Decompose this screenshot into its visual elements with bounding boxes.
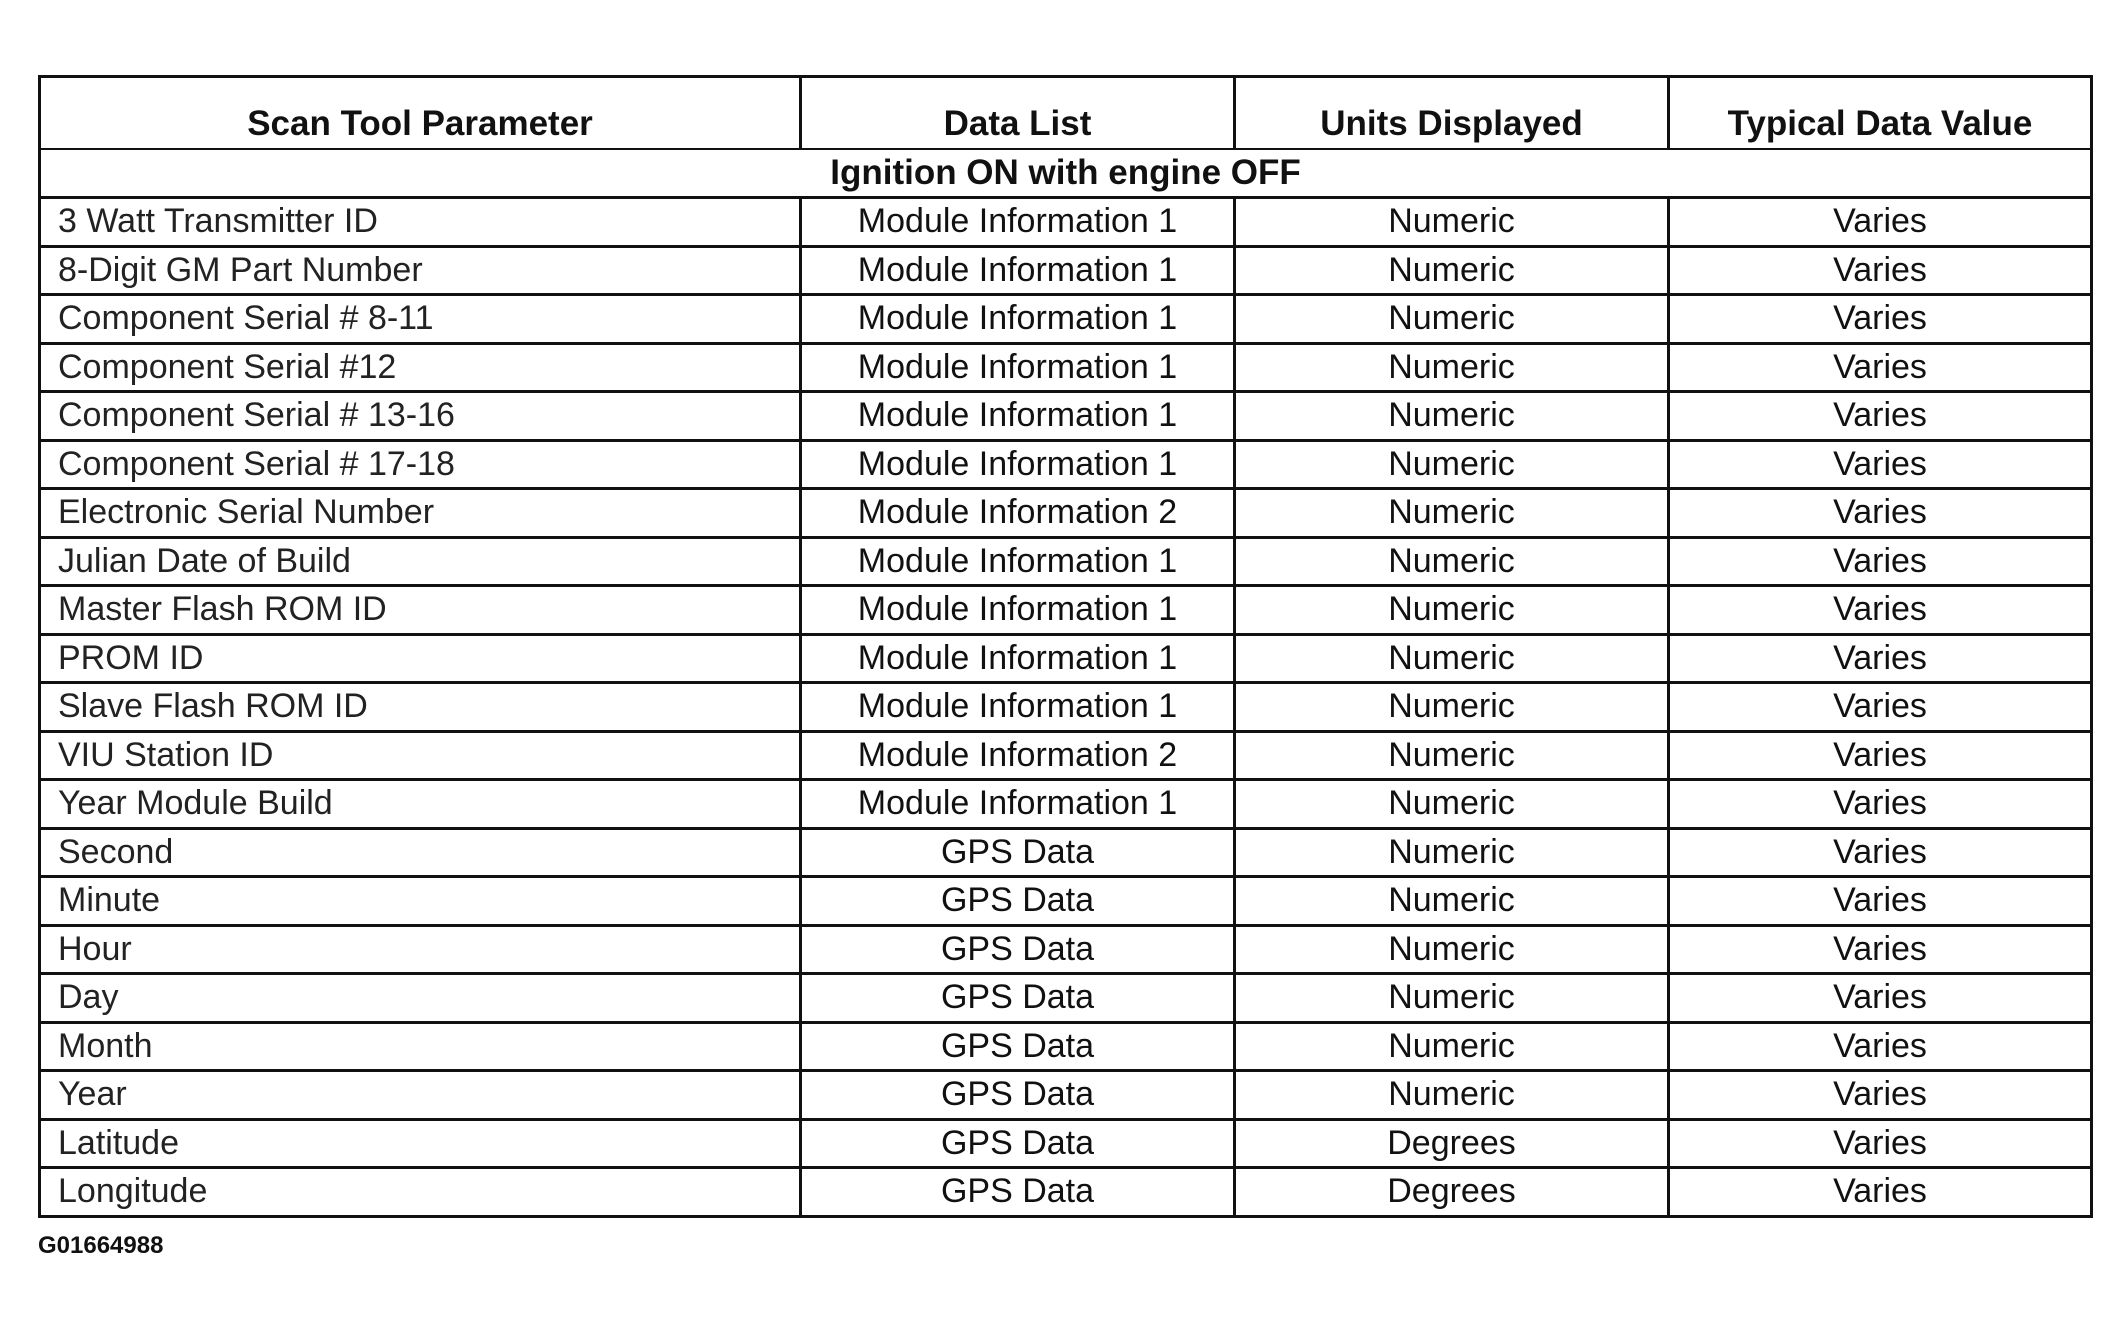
data-list-cell: Module Information 1 [801,392,1235,441]
units-cell: Numeric [1235,925,1669,974]
table-row [40,925,2092,974]
data-list-cell: GPS Data [801,828,1235,877]
units-cell: Numeric [1235,1071,1669,1120]
typical-value-cell: Varies [1669,828,2092,877]
typical-value-cell: Varies [1669,1022,2092,1071]
typical-value-cell: Varies [1669,925,2092,974]
typical-value-cell: Varies [1669,198,2092,247]
table-row [40,392,2092,441]
data-list-cell: GPS Data [801,1071,1235,1120]
units-cell: Numeric [1235,877,1669,926]
data-list-cell: Module Information 1 [801,440,1235,489]
parameter-cell: Julian Date of Build [40,537,801,586]
typical-value-cell: Varies [1669,246,2092,295]
table-row [40,489,2092,538]
data-list-cell: Module Information 1 [801,343,1235,392]
units-cell: Numeric [1235,489,1669,538]
data-list-cell: GPS Data [801,1119,1235,1168]
parameter-cell: Slave Flash ROM ID [40,683,801,732]
data-list-cell: Module Information 1 [801,295,1235,344]
parameter-cell: Day [40,974,801,1023]
units-cell: Numeric [1235,246,1669,295]
typical-value-cell: Varies [1669,343,2092,392]
header-scan-tool-parameter: Scan Tool Parameter [40,77,801,150]
header-data-list: Data List [801,77,1235,150]
typical-value-cell: Varies [1669,683,2092,732]
units-cell: Numeric [1235,343,1669,392]
typical-value-cell: Varies [1669,392,2092,441]
typical-value-cell: Varies [1669,295,2092,344]
typical-value-cell: Varies [1669,1071,2092,1120]
typical-value-cell: Varies [1669,1168,2092,1217]
data-list-cell: Module Information 1 [801,537,1235,586]
parameter-cell: Hour [40,925,801,974]
typical-value-cell: Varies [1669,731,2092,780]
table-row [40,877,2092,926]
table-row [40,440,2092,489]
figure-id: G01664988 [38,1232,164,1259]
units-cell: Numeric [1235,1022,1669,1071]
data-list-cell: Module Information 1 [801,683,1235,732]
data-list-cell: GPS Data [801,1168,1235,1217]
data-list-cell: Module Information 2 [801,731,1235,780]
data-list-cell: GPS Data [801,877,1235,926]
header-typical-data-value: Typical Data Value [1669,77,2092,150]
parameter-cell: Year [40,1071,801,1120]
table-row [40,1119,2092,1168]
units-cell: Numeric [1235,974,1669,1023]
parameter-cell: Minute [40,877,801,926]
units-cell: Numeric [1235,828,1669,877]
data-list-cell: GPS Data [801,1022,1235,1071]
parameter-cell: Component Serial # 13-16 [40,392,801,441]
table-row [40,537,2092,586]
data-list-cell: Module Information 1 [801,780,1235,829]
scan-tool-data-table [38,75,2093,1218]
units-cell: Numeric [1235,586,1669,635]
parameter-cell: Component Serial # 8-11 [40,295,801,344]
table-row [40,1022,2092,1071]
section-title: Ignition ON with engine OFF [40,149,2092,198]
table-header [40,77,2092,150]
typical-value-cell: Varies [1669,974,2092,1023]
data-list-cell: Module Information 1 [801,586,1235,635]
table-row [40,731,2092,780]
units-cell: Degrees [1235,1119,1669,1168]
data-list-cell: GPS Data [801,925,1235,974]
parameter-cell: Month [40,1022,801,1071]
data-list-cell: Module Information 1 [801,634,1235,683]
parameter-cell: Component Serial #12 [40,343,801,392]
typical-value-cell: Varies [1669,586,2092,635]
data-list-cell: Module Information 2 [801,489,1235,538]
units-cell: Numeric [1235,780,1669,829]
typical-value-cell: Varies [1669,877,2092,926]
section-row [40,149,2092,198]
parameter-cell: 3 Watt Transmitter ID [40,198,801,247]
table-row [40,295,2092,344]
scan-tool-data-document [38,75,2090,1218]
data-list-cell: GPS Data [801,974,1235,1023]
table-row [40,1071,2092,1120]
header-units-displayed: Units Displayed [1235,77,1669,150]
parameter-cell: Year Module Build [40,780,801,829]
units-cell: Numeric [1235,295,1669,344]
parameter-cell: 8-Digit GM Part Number [40,246,801,295]
parameter-cell: Component Serial # 17-18 [40,440,801,489]
table-row [40,343,2092,392]
units-cell: Numeric [1235,440,1669,489]
typical-value-cell: Varies [1669,634,2092,683]
parameter-cell: VIU Station ID [40,731,801,780]
table-row [40,683,2092,732]
parameter-cell: Longitude [40,1168,801,1217]
units-cell: Numeric [1235,198,1669,247]
units-cell: Numeric [1235,683,1669,732]
typical-value-cell: Varies [1669,537,2092,586]
units-cell: Numeric [1235,634,1669,683]
table-row [40,634,2092,683]
table-body [40,149,2092,1216]
typical-value-cell: Varies [1669,489,2092,538]
typical-value-cell: Varies [1669,780,2092,829]
table-row [40,780,2092,829]
units-cell: Numeric [1235,537,1669,586]
units-cell: Numeric [1235,731,1669,780]
table-row [40,586,2092,635]
parameter-cell: Latitude [40,1119,801,1168]
parameter-cell: Master Flash ROM ID [40,586,801,635]
typical-value-cell: Varies [1669,440,2092,489]
table-row [40,198,2092,247]
data-list-cell: Module Information 1 [801,198,1235,247]
data-list-cell: Module Information 1 [801,246,1235,295]
parameter-cell: PROM ID [40,634,801,683]
table-row [40,1168,2092,1217]
parameter-cell: Second [40,828,801,877]
table-row [40,974,2092,1023]
table-row [40,246,2092,295]
units-cell: Numeric [1235,392,1669,441]
parameter-cell: Electronic Serial Number [40,489,801,538]
units-cell: Degrees [1235,1168,1669,1217]
table-row [40,828,2092,877]
typical-value-cell: Varies [1669,1119,2092,1168]
header-row [40,77,2092,150]
